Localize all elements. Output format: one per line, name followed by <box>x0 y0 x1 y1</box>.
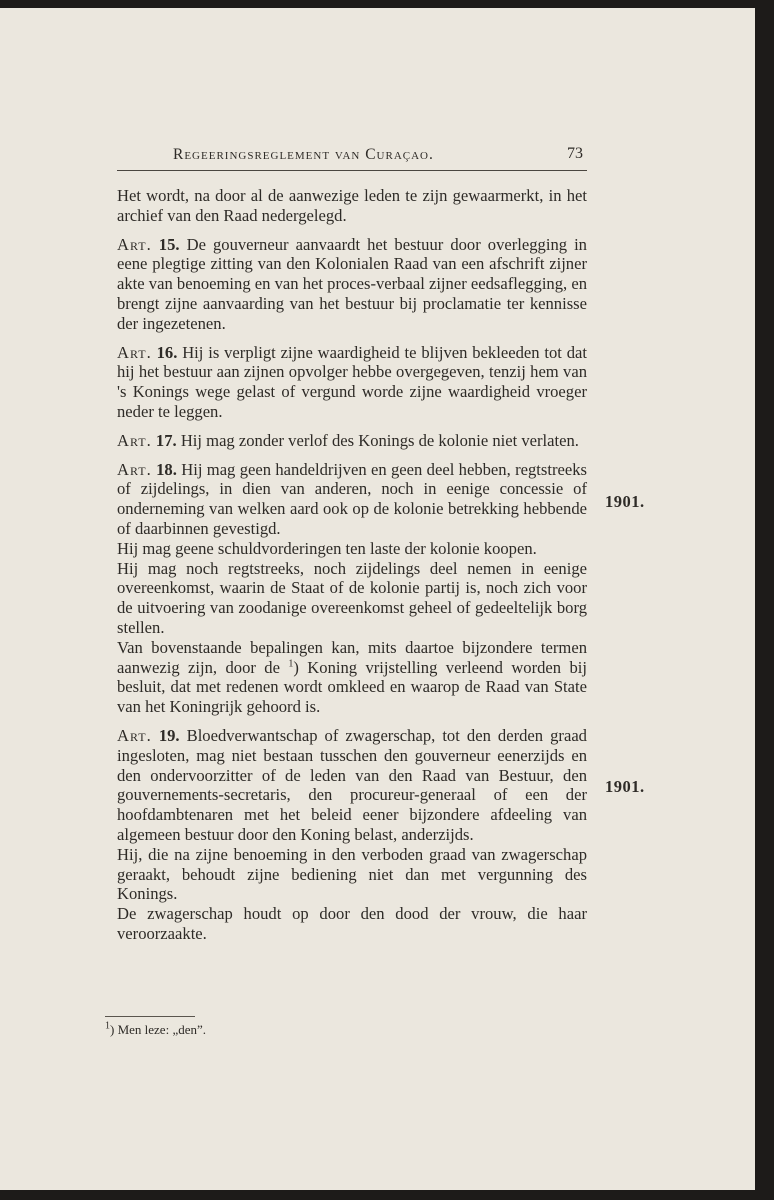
footnote <box>105 1022 206 1038</box>
page-number: 73 <box>567 145 583 162</box>
article-19-number: 19. <box>158 725 180 745</box>
article-17 <box>117 431 587 451</box>
article-16-label: Art. <box>117 342 152 362</box>
footnote-marker: 1 <box>105 1020 110 1032</box>
article-15-label: Art. <box>117 234 152 254</box>
article-15 <box>117 235 587 334</box>
article-19-text: Bloedverwantschap of zwagerschap, tot den derden graad ingesloten, mag niet bestaan tusschen den gouverneur eenerzijds en den ondervoorzitter of de leden van den Raad van Bestuur, den gouvernements-secretaris, den procureur-generaal of een der hoofdambtenaren met het beleid eener bijzondere afdeeling van algemeen bestuur door den Koning belast, anderzijds. <box>117 725 587 844</box>
margin-year-article-18: 1901. <box>605 492 645 511</box>
running-header <box>117 144 587 171</box>
article-17-number: 17. <box>155 430 177 450</box>
article-17-label: Art. <box>117 430 152 450</box>
body-text <box>117 180 587 944</box>
article-19-paragraph-3-text: De zwagerschap houdt op door den dood der vrouw, die haar veroorzaakte. <box>117 904 587 943</box>
book-page <box>0 8 755 1190</box>
footnote-reference: 1 <box>288 658 294 669</box>
article-18-label: Art. <box>117 459 152 479</box>
article-18-paragraph-4 <box>117 638 587 717</box>
article-17-text: Hij mag zonder verlof des Konings de kolonie niet verlaten. <box>180 430 579 450</box>
article-19-paragraph-2 <box>117 845 587 904</box>
article-19-paragraph-2-text: Hij, die na zijne benoeming in den verboden graad van zwagerschap geraakt, behoudt zijne bediening niet dan met vergunning des Konings. <box>117 844 587 904</box>
footnote-text: ) Men leze: „den”. <box>110 1022 207 1037</box>
article-19-paragraph-3 <box>117 904 587 944</box>
article-16 <box>117 343 587 422</box>
article-18-paragraph-2-text: Hij mag geene schuldvorderingen ten laste der kolonie koopen. <box>117 538 537 558</box>
article-18-paragraph-3-text: Hij mag noch regtstreeks, noch zijdelings deel nemen in eenige overeenkomst, waarin de Staat of de kolonie partij is, noch zich voor de uitvoering van zoodanige overeenkomst geheel of gedeeltelijk borg stellen. <box>117 558 587 637</box>
article-18-number: 18. <box>156 459 177 479</box>
paragraph-intro-text: Het wordt, na door al de aanwezige leden te zijn gewaarmerkt, in het archief van den Raad nedergelegd. <box>117 186 587 225</box>
article-15-number: 15. <box>158 234 180 254</box>
footnote-rule <box>105 1016 195 1017</box>
article-16-number: 16. <box>156 342 178 362</box>
article-18-paragraph-2 <box>117 539 587 559</box>
article-19 <box>117 726 587 845</box>
article-18-paragraph-3 <box>117 559 587 638</box>
margin-year-article-19: 1901. <box>605 777 645 796</box>
running-title: Regeeringsreglement van Curaçao. <box>173 146 434 163</box>
article-16-text: Hij is verpligt zijne waardigheid te blijven bekleeden tot dat hij het bestuur aan zijnen opvolger hebbe overgegeven, tenzij hem van 's Konings wege gelast of vergund worde zijne waardigheid vroeger neder te leggen. <box>117 342 587 421</box>
article-18-text: Hij mag geen handeldrijven en geen deel hebben, regtstreeks of zijdelings, in dien van anderen, noch in eenige concessie of onderneming van welken aard ook op de kolonie betrekking hebbende of daarbinnen gevestigd. <box>117 459 587 538</box>
paragraph-intro <box>117 186 587 226</box>
article-18-paragraph-4-text-b: ) Koning vrijstelling verleend worden bij besluit, dat met redenen wordt omkleed en waarop de Raad van State van het Koningrijk gehoord is. <box>117 657 587 717</box>
article-19-label: Art. <box>117 725 152 745</box>
article-15-text: De gouverneur aanvaardt het bestuur door overlegging in eene plegtige zitting van den Kolonialen Raad van een afschrift zijner akte van benoeming en van het proces-verbaal zijner eedsaflegging, en brengt zijne aanvaarding van het bestuur bij proclamatie ter kennisse der ingezetenen. <box>117 234 587 333</box>
article-18 <box>117 460 587 539</box>
article-18-paragraph-4-text-a: Van bovenstaande bepalingen kan, mits daartoe bijzondere termen aanwezig zijn, door de <box>117 637 587 677</box>
